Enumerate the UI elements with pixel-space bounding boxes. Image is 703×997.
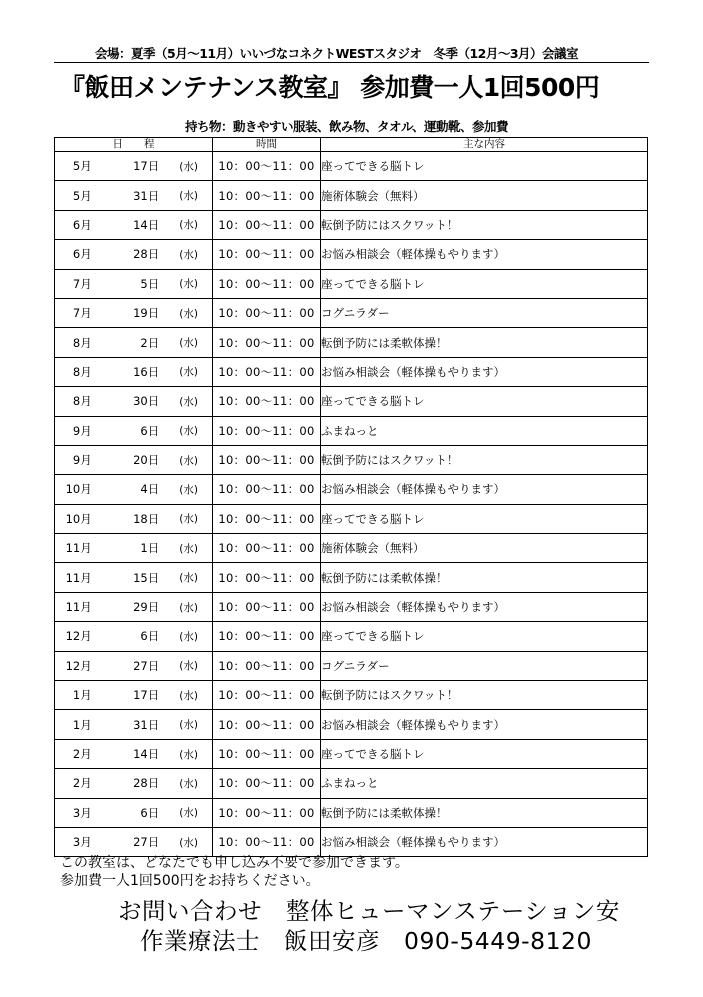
day: 20日 — [133, 453, 160, 468]
time-cell: 10：00～11：00 — [213, 445, 321, 474]
day: 17日 — [133, 159, 160, 174]
content-cell: ふまねっと — [321, 769, 648, 798]
time-cell: 10：00～11：00 — [213, 240, 321, 269]
time-cell: 10：00～11：00 — [213, 622, 321, 651]
time-cell: 10：00～11：00 — [213, 504, 321, 533]
date-cell — [55, 269, 213, 298]
month: 8月 — [72, 335, 92, 350]
month: 2月 — [72, 747, 92, 761]
time-cell: 10：00～11：00 — [213, 592, 321, 621]
weekday: (水) — [179, 542, 198, 555]
weekday: (水) — [179, 160, 198, 173]
content-cell: 座ってできる脳トレ — [321, 387, 648, 416]
month: 5月 — [72, 188, 92, 203]
weekday: (水) — [179, 572, 198, 585]
time-cell: 10：00～11：00 — [213, 827, 321, 856]
venue-info: 会場：夏季（5月～11月）いいづなコネクトWESTスタジオ 冬季（12月～3月）会議室 — [95, 46, 579, 61]
table-row — [55, 710, 648, 739]
schedule-table — [54, 137, 648, 857]
weekday: (水) — [179, 601, 198, 614]
content-cell: 座ってできる脳トレ — [321, 622, 648, 651]
content-cell: お悩み相談会（軽体操もやります） — [321, 475, 648, 504]
time-cell: 10：00～11：00 — [213, 328, 321, 357]
date-cell — [55, 445, 213, 474]
weekday: (水) — [179, 248, 198, 261]
month: 2月 — [72, 776, 92, 791]
month: 1月 — [72, 717, 92, 732]
time-cell: 10：00～11：00 — [213, 563, 321, 592]
weekday: (水) — [179, 748, 198, 761]
time-cell: 10：00～11：00 — [213, 357, 321, 386]
time-cell: 10：00～11：00 — [213, 152, 321, 181]
header-time: 時間 — [213, 138, 321, 152]
weekday: (水) — [179, 425, 198, 438]
month: 7月 — [72, 306, 92, 321]
content-cell: お悩み相談会（軽体操もやります） — [321, 357, 648, 386]
content-cell: 転倒予防には柔軟体操！ — [321, 563, 648, 592]
content-cell: コグニラダー — [321, 298, 648, 327]
day: 28日 — [133, 247, 160, 262]
date-cell — [55, 739, 213, 768]
table-row — [55, 152, 648, 181]
weekday: (水) — [179, 660, 198, 673]
day: 16日 — [133, 364, 160, 379]
table-row — [55, 357, 648, 386]
day: 14日 — [133, 747, 160, 761]
month: 7月 — [72, 276, 92, 291]
day: 28日 — [133, 776, 160, 791]
date-cell — [55, 152, 213, 181]
weekday: (水) — [179, 513, 198, 526]
weekday: (水) — [179, 836, 198, 849]
weekday: (水) — [179, 630, 198, 643]
weekday: (水) — [179, 337, 198, 350]
day: 31日 — [133, 717, 160, 732]
month: 12月 — [65, 658, 92, 673]
notes — [60, 854, 409, 890]
day: 19日 — [133, 306, 160, 321]
content-cell: お悩み相談会（軽体操もやります） — [321, 710, 648, 739]
table-row — [55, 827, 648, 856]
table-row — [55, 798, 648, 827]
table-row — [55, 475, 648, 504]
time-cell: 10：00～11：00 — [213, 475, 321, 504]
content-cell: 転倒予防には柔軟体操！ — [321, 798, 648, 827]
day: 29日 — [133, 600, 160, 615]
date-cell — [55, 210, 213, 239]
note-line: 参加費一人1回500円をお持ちください。 — [60, 873, 320, 889]
date-cell — [55, 827, 213, 856]
day: 27日 — [133, 658, 160, 673]
date-cell — [55, 622, 213, 651]
weekday: (水) — [179, 689, 198, 702]
date-cell — [55, 769, 213, 798]
date-cell — [55, 357, 213, 386]
month: 9月 — [72, 423, 92, 438]
day: 27日 — [133, 835, 160, 850]
month: 10月 — [65, 511, 92, 526]
table-row — [55, 739, 648, 768]
table-row — [55, 504, 648, 533]
content-cell: 転倒予防にはスクワット！ — [321, 681, 648, 710]
date-cell — [55, 592, 213, 621]
contact-info — [118, 896, 620, 956]
contact-line: お問い合わせ 整体ヒューマンステーション安 — [118, 897, 620, 925]
date-cell — [55, 563, 213, 592]
month: 11月 — [65, 570, 92, 585]
content-cell: 施術体験会（無料） — [321, 534, 648, 563]
date-cell — [55, 475, 213, 504]
date-cell — [55, 681, 213, 710]
time-cell: 10：00～11：00 — [213, 269, 321, 298]
time-cell: 10：00～11：00 — [213, 710, 321, 739]
date-cell — [55, 328, 213, 357]
weekday: (水) — [179, 307, 198, 320]
day: 4日 — [140, 482, 160, 497]
header-divider — [54, 62, 649, 63]
table-row — [55, 416, 648, 445]
content-cell: 座ってできる脳トレ — [321, 152, 648, 181]
day: 30日 — [133, 394, 160, 409]
content-cell: 転倒予防には柔軟体操！ — [321, 328, 648, 357]
table-row — [55, 769, 648, 798]
date-cell — [55, 504, 213, 533]
weekday: (水) — [179, 454, 198, 467]
table-row — [55, 240, 648, 269]
header-content: 主な内容 — [321, 138, 648, 152]
weekday: (水) — [179, 719, 198, 732]
month: 11月 — [65, 600, 92, 615]
weekday: (水) — [179, 395, 198, 408]
contact-line: 作業療法士 飯田安彦 090-5449-8120 — [140, 927, 592, 955]
day: 17日 — [133, 688, 160, 703]
table-row — [55, 328, 648, 357]
table-row — [55, 269, 648, 298]
note-line: この教室は、どなたでも申し込み不要で参加できます。 — [60, 855, 409, 871]
content-cell: 座ってできる脳トレ — [321, 739, 648, 768]
month: 6月 — [72, 247, 92, 262]
weekday: (水) — [179, 777, 198, 790]
content-cell: お悩み相談会（軽体操もやります） — [321, 240, 648, 269]
content-cell: お悩み相談会（軽体操もやります） — [321, 592, 648, 621]
content-cell: 施術体験会（無料） — [321, 181, 648, 210]
day: 31日 — [133, 188, 160, 203]
content-cell: 転倒予防にはスクワット！ — [321, 445, 648, 474]
time-cell: 10：00～11：00 — [213, 387, 321, 416]
content-cell: 座ってできる脳トレ — [321, 269, 648, 298]
table-row — [55, 651, 648, 680]
month: 8月 — [72, 394, 92, 409]
day: 14日 — [133, 217, 160, 232]
time-cell: 10：00～11：00 — [213, 651, 321, 680]
weekday: (水) — [179, 190, 198, 203]
month: 3月 — [72, 805, 92, 820]
date-cell — [55, 240, 213, 269]
time-cell: 10：00～11：00 — [213, 210, 321, 239]
month: 5月 — [72, 159, 92, 174]
day: 18日 — [133, 511, 160, 526]
time-cell: 10：00～11：00 — [213, 181, 321, 210]
date-cell — [55, 651, 213, 680]
time-cell: 10：00～11：00 — [213, 416, 321, 445]
date-cell — [55, 798, 213, 827]
date-cell — [55, 534, 213, 563]
table-row — [55, 592, 648, 621]
day: 5日 — [140, 276, 160, 291]
content-cell: ふまねっと — [321, 416, 648, 445]
weekday: (水) — [179, 278, 198, 291]
weekday: (水) — [179, 219, 198, 232]
time-cell: 10：00～11：00 — [213, 534, 321, 563]
time-cell: 10：00～11：00 — [213, 739, 321, 768]
month: 9月 — [72, 453, 92, 468]
date-cell — [55, 710, 213, 739]
day: 2日 — [140, 335, 160, 350]
day: 6日 — [140, 805, 160, 820]
weekday: (水) — [179, 483, 198, 496]
weekday: (水) — [179, 366, 198, 379]
month: 8月 — [72, 364, 92, 379]
table-row — [55, 181, 648, 210]
table-row — [55, 387, 648, 416]
weekday: (水) — [179, 807, 198, 820]
content-cell: コグニラダー — [321, 651, 648, 680]
time-cell: 10：00～11：00 — [213, 798, 321, 827]
time-cell: 10：00～11：00 — [213, 298, 321, 327]
month: 3月 — [72, 835, 92, 850]
month: 1月 — [72, 688, 92, 703]
content-cell: お悩み相談会（軽体操もやります） — [321, 827, 648, 856]
date-cell — [55, 416, 213, 445]
table-row — [55, 534, 648, 563]
table-header-row — [55, 138, 648, 152]
table-row — [55, 210, 648, 239]
table-row — [55, 298, 648, 327]
month: 11月 — [65, 541, 92, 556]
time-cell: 10：00～11：00 — [213, 681, 321, 710]
page-title: 『飯田メンテナンス教室』 参加費一人1回500円 — [60, 73, 600, 102]
date-cell — [55, 387, 213, 416]
table-row — [55, 681, 648, 710]
table-row — [55, 445, 648, 474]
month: 12月 — [65, 629, 92, 644]
day: 6日 — [140, 423, 160, 438]
month: 10月 — [65, 482, 92, 497]
day: 1日 — [140, 541, 160, 556]
day: 6日 — [140, 629, 160, 644]
table-row — [55, 563, 648, 592]
month: 6月 — [72, 217, 92, 232]
content-cell: 座ってできる脳トレ — [321, 504, 648, 533]
items-to-bring: 持ち物：動きやすい服装、飲み物、タオル、運動靴、参加費 — [185, 119, 509, 134]
date-cell — [55, 298, 213, 327]
table-row — [55, 622, 648, 651]
content-cell: 転倒予防にはスクワット！ — [321, 210, 648, 239]
header-date: 日 程 — [55, 138, 213, 152]
date-cell — [55, 181, 213, 210]
time-cell: 10：00～11：00 — [213, 769, 321, 798]
day: 15日 — [133, 570, 160, 585]
